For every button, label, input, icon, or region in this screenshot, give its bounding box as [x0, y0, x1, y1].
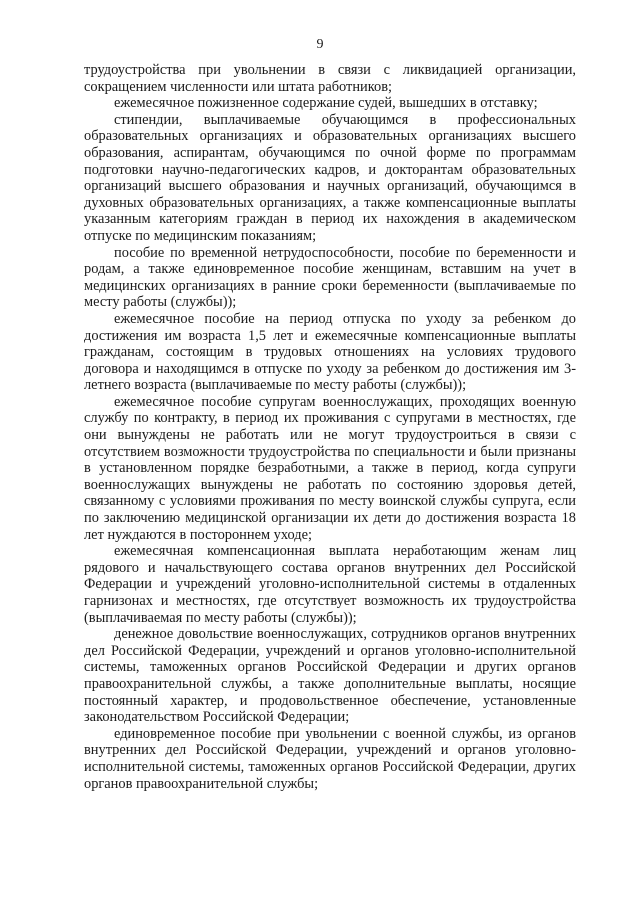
page-number: 9 [316, 37, 324, 52]
paragraph-childcare-benefit: ежемесячное пособие на период отпуска по уходу за ребенком до достижения им возраста 1,5 лет и ежемесячные компенсационные выплаты гражданам, состоящим в трудовых отношениях на условиях трудового договора и находящимся в отпуске по уходу за ребенком до достижения им 3-летнего возраста (выплачиваемые по месту работы (службы)); [84, 310, 576, 394]
paragraph-stipends: стипендии, выплачиваемые обучающимся в профессиональных образовательных организациях и образовательных организациях высшего образования, аспирантам, обучающимся по очной форме по программам подготовки научно-педагогических кадров, и докторантам образовательных организаций высшего образования и научных организаций, обучающимся в духовных образовательных организациях, а также компенсационные выплаты указанным категориям граждан в период их нахождения в академическом отпуске по медицинским показаниям; [84, 111, 576, 244]
paragraph-monetary-allowance: денежное довольствие военнослужащих, сотрудников органов внутренних дел Российской Федерации, учреждений и органов уголовно-исполнительной системы, таможенных органов Российской Федерации и других органов правоохранительной службы, а также дополнительные выплаты, носящие постоянный характер, и продовольственное обеспечение, установленные законодательством Российской Федерации; [84, 626, 576, 726]
paragraph-sickness-maternity-benefit: пособие по временной нетрудоспособности, пособие по беременности и родам, а также единовременное пособие женщинам, вставшим на учет в медицинских организациях в ранние сроки беременности (выплачиваемые по месту работы (службы)); [84, 244, 576, 311]
document-body [84, 62, 576, 792]
paragraph-military-spouse-benefit: ежемесячное пособие супругам военнослужащих, проходящих военную службу по контракту, в период их проживания с супругами в местностях, где они вынуждены не работать или не могут трудоустроиться в связи с отсутствием возможности трудоустройства по специальности и были признаны в установленном порядке безработными, а также в период, когда супруги военнослужащих вынуждены не работать по состоянию здоровья детей, связанному с условиями проживания по месту воинской службы супруга, если по заключению медицинской организации их дети до достижения возраста 18 лет нуждаются в постороннем уходе; [84, 393, 576, 543]
paragraph-continued: трудоустройства при увольнении в связи с ликвидацией организации, сокращением численности или штата работников; [84, 62, 576, 95]
paragraph-discharge-allowance: единовременное пособие при увольнении с военной службы, из органов внутренних дел Российской Федерации, учреждений и органов уголовно-исполнительной системы, таможенных органов Российской Федерации, других органов правоохранительной службы; [84, 725, 576, 792]
paragraph-judges-allowance: ежемесячное пожизненное содержание судей, вышедших в отставку; [114, 95, 538, 112]
paragraph-wives-compensation: ежемесячная компенсационная выплата неработающим женам лиц рядового и начальствующего состава органов внутренних дел Российской Федерации и учреждений уголовно-исполнительной системы в отдаленных гарнизонах и местностях, где отсутствует возможность их трудоустройства (выплачиваемая по месту работы (службы)); [84, 543, 576, 626]
